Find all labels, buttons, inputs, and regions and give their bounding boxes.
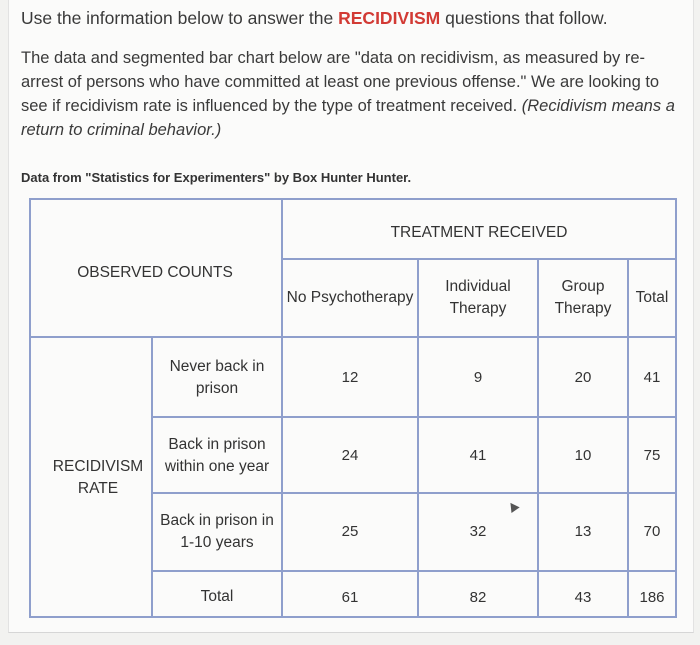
description-paragraph	[21, 46, 679, 142]
table-border	[29, 616, 677, 618]
cell-value: 61	[341, 589, 359, 606]
cell-value: 25	[341, 523, 359, 540]
cell-value: 20	[574, 369, 592, 386]
table-border	[281, 198, 283, 618]
cell-value: 82	[469, 589, 487, 606]
cell-value: 41	[469, 447, 487, 464]
table-border	[281, 258, 677, 260]
cell-value: 24	[341, 447, 359, 464]
row-label-never-back: Never back in prison	[169, 358, 265, 397]
table-border	[151, 570, 677, 572]
cell-value: 41	[643, 369, 661, 386]
cell-value: 13	[574, 523, 592, 540]
observed-counts-table	[29, 198, 677, 618]
col-header-individual-therapy: Individual Therapy	[445, 278, 511, 317]
cell-value: 9	[473, 369, 483, 386]
row-label-total: Total	[200, 588, 234, 605]
row-label-within-one-year: Back in prison within one year	[164, 436, 270, 475]
col-header-group-therapy: Group Therapy	[554, 278, 612, 317]
mouse-cursor-icon	[506, 500, 519, 513]
cell-value: 75	[643, 447, 661, 464]
paragraph-italic-note: (Recidivism means a return to criminal behavior.)	[21, 97, 675, 139]
cell-value: 12	[341, 369, 359, 386]
table-border	[29, 198, 677, 200]
cell-value: 70	[643, 523, 661, 540]
table-border	[151, 492, 677, 494]
source-citation: Data from "Statistics for Experimenters" by Box Hunter Hunter.	[21, 170, 412, 185]
intro-prefix: Use the information below to answer the	[21, 8, 339, 28]
table-border	[29, 336, 677, 338]
intro-line	[21, 8, 608, 29]
col-header-total: Total	[635, 289, 669, 306]
table-border	[151, 416, 677, 418]
cell-value: 32	[469, 523, 487, 540]
cell-value: 186	[639, 589, 665, 606]
cell-value: 10	[574, 447, 592, 464]
recidivism-highlight: RECIDIVISM	[338, 8, 441, 28]
paragraph-main: The data and segmented bar chart below are "data on recidivism, as measured by re-arrest of persons who have committed at least one previous offense." We are looking to see if recidivism rate is influenced by the type of treatment received.	[21, 49, 660, 115]
recidivism-rate-label: RECIDIVISM RATE	[52, 458, 144, 497]
cell-value: 43	[574, 589, 592, 606]
row-label-one-to-ten-years: Back in prison in 1-10 years	[160, 512, 274, 551]
intro-suffix: questions that follow.	[440, 8, 608, 28]
treatment-header: TREATMENT RECEIVED	[390, 224, 568, 241]
observed-counts-label: OBSERVED COUNTS	[77, 264, 233, 281]
document-page	[8, 0, 694, 633]
col-header-no-psychotherapy: No Psychotherapy	[286, 289, 414, 306]
table-border	[675, 198, 677, 618]
